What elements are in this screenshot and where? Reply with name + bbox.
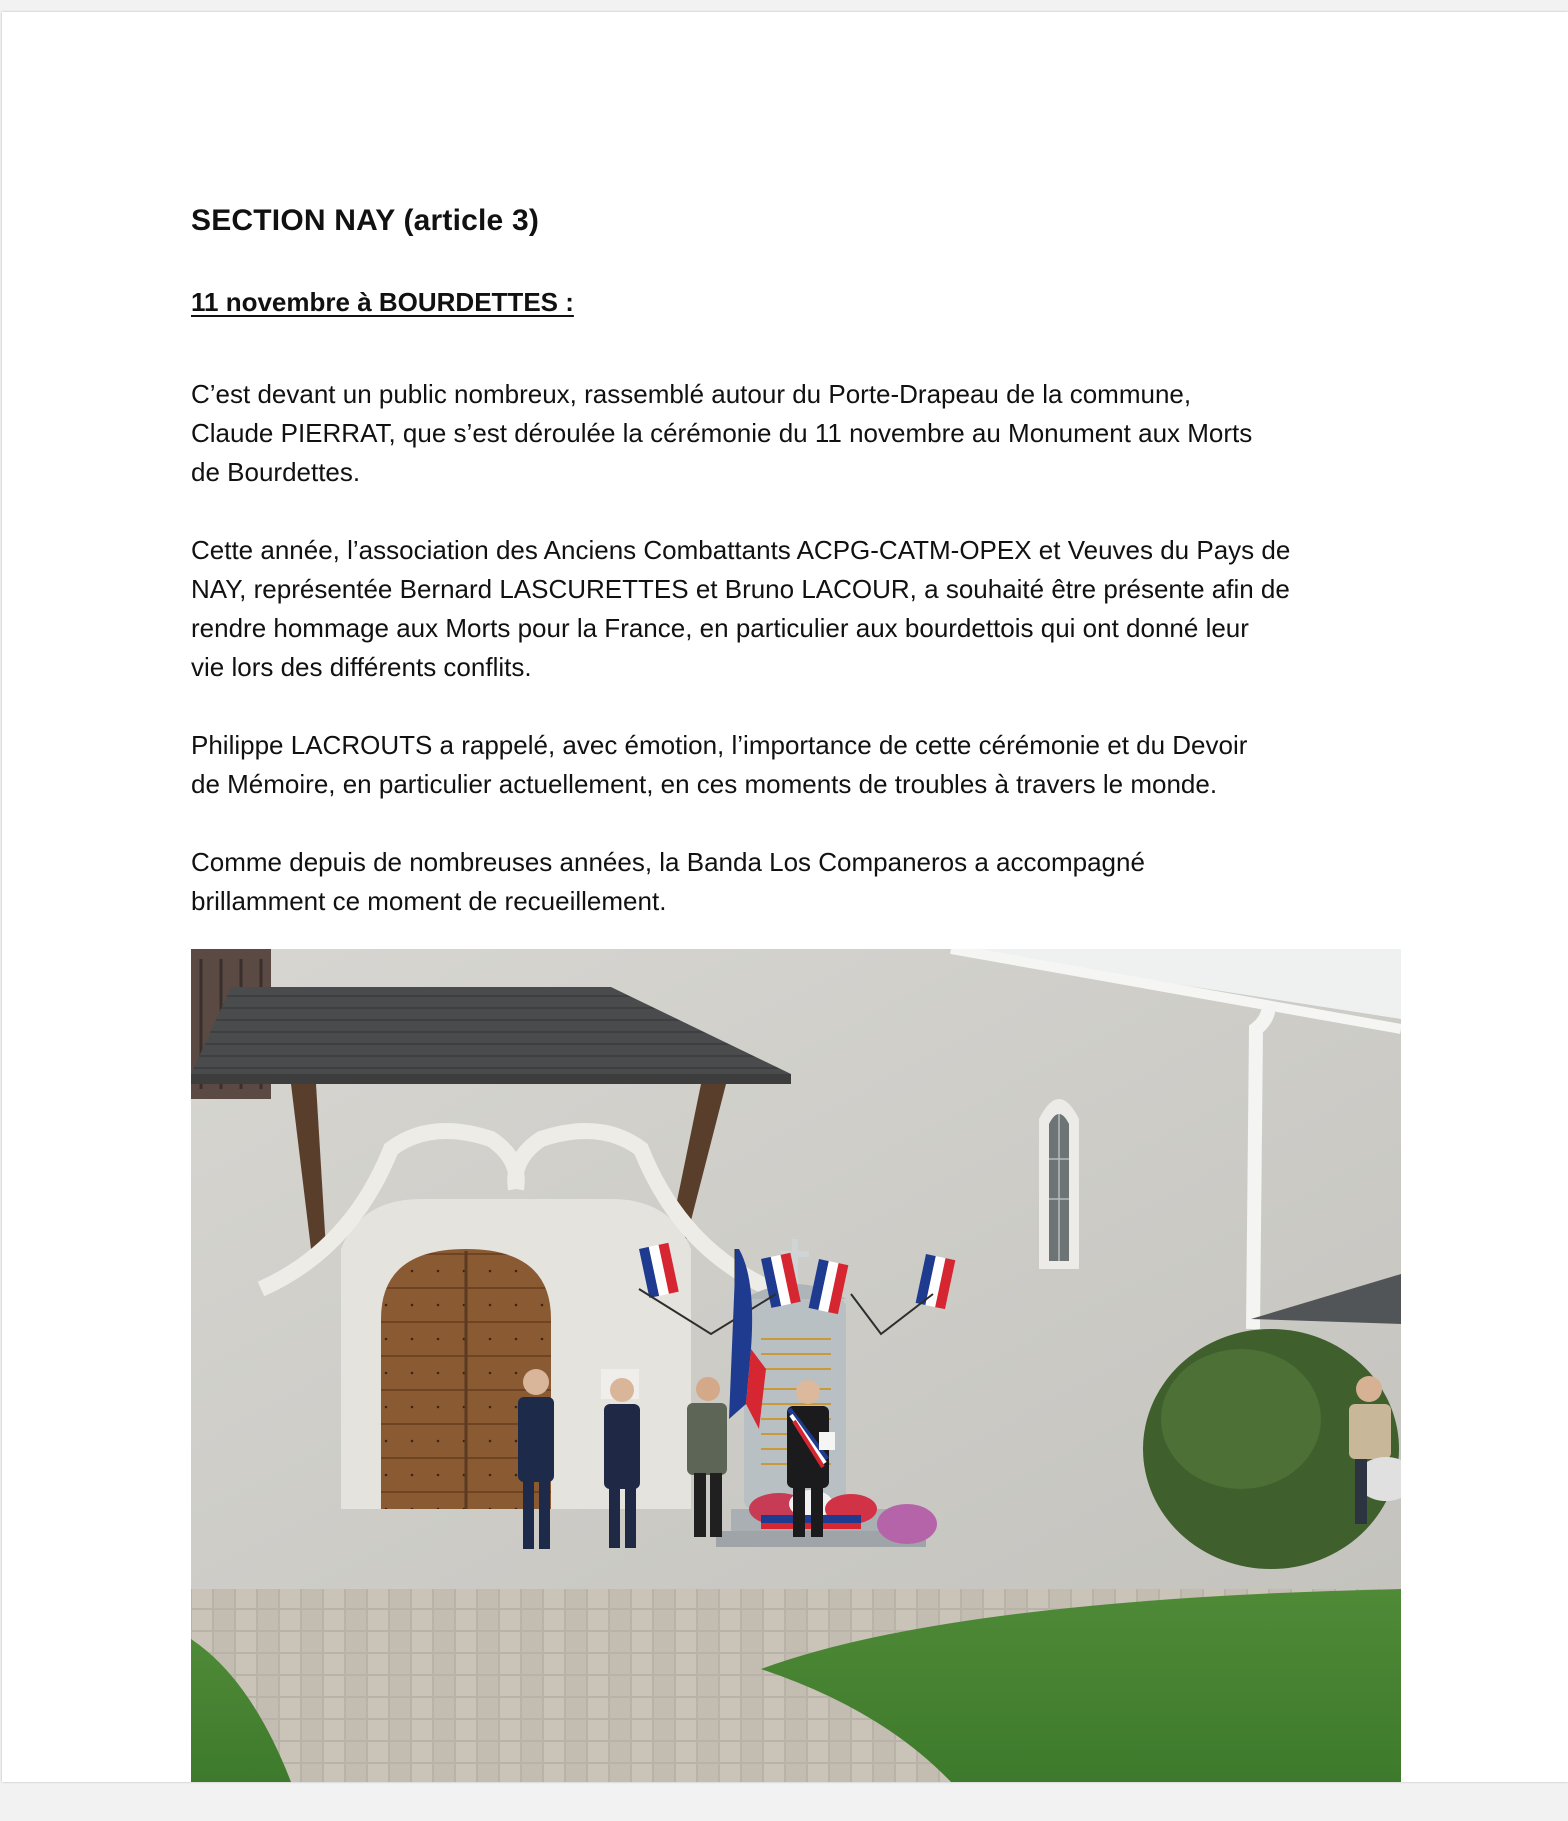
paragraph-line: NAY, représentée Bernard LASCURETTES et Bruno LACOUR, a souhaité être présente afin de bbox=[191, 574, 1290, 604]
section-heading: SECTION NAY (article 3) bbox=[191, 204, 540, 237]
paragraph-line: Claude PIERRAT, que s’est déroulée la cérémonie du 11 novembre au Monument aux Morts bbox=[191, 418, 1253, 448]
ceremony-photo bbox=[191, 949, 1401, 1782]
paragraph-line: Cette année, l’association des Anciens Combattants ACPG-CATM-OPEX et Veuves du Pays de bbox=[191, 535, 1291, 565]
paragraph-line: brillamment ce moment de recueillement. bbox=[191, 886, 667, 916]
paragraph-line: rendre hommage aux Morts pour la France, en particulier aux bourdettois qui ont donné leur bbox=[191, 613, 1249, 643]
paragraph-2 bbox=[191, 531, 1403, 687]
paragraph-line: Philippe LACROUTS a rappelé, avec émotion, l’importance de cette cérémonie et du Devoir bbox=[191, 730, 1248, 760]
paragraph-line: Comme depuis de nombreuses années, la Banda Los Companeros a accompagné bbox=[191, 847, 1145, 877]
ceremony-photo-illustration bbox=[191, 949, 1401, 1782]
event-subheading: 11 novembre à BOURDETTES : bbox=[191, 287, 574, 317]
paragraph-3 bbox=[191, 726, 1403, 804]
paragraph-line: de Mémoire, en particulier actuellement, en ces moments de troubles à travers le monde. bbox=[191, 769, 1218, 799]
paragraph-4 bbox=[191, 843, 1403, 921]
paragraph-1 bbox=[191, 375, 1403, 492]
paragraph-line: vie lors des différents conflits. bbox=[191, 652, 532, 682]
document-page bbox=[2, 12, 1568, 1782]
paragraph-line: de Bourdettes. bbox=[191, 457, 361, 487]
paragraph-line: C’est devant un public nombreux, rassemblé autour du Porte-Drapeau de la commune, bbox=[191, 379, 1192, 409]
